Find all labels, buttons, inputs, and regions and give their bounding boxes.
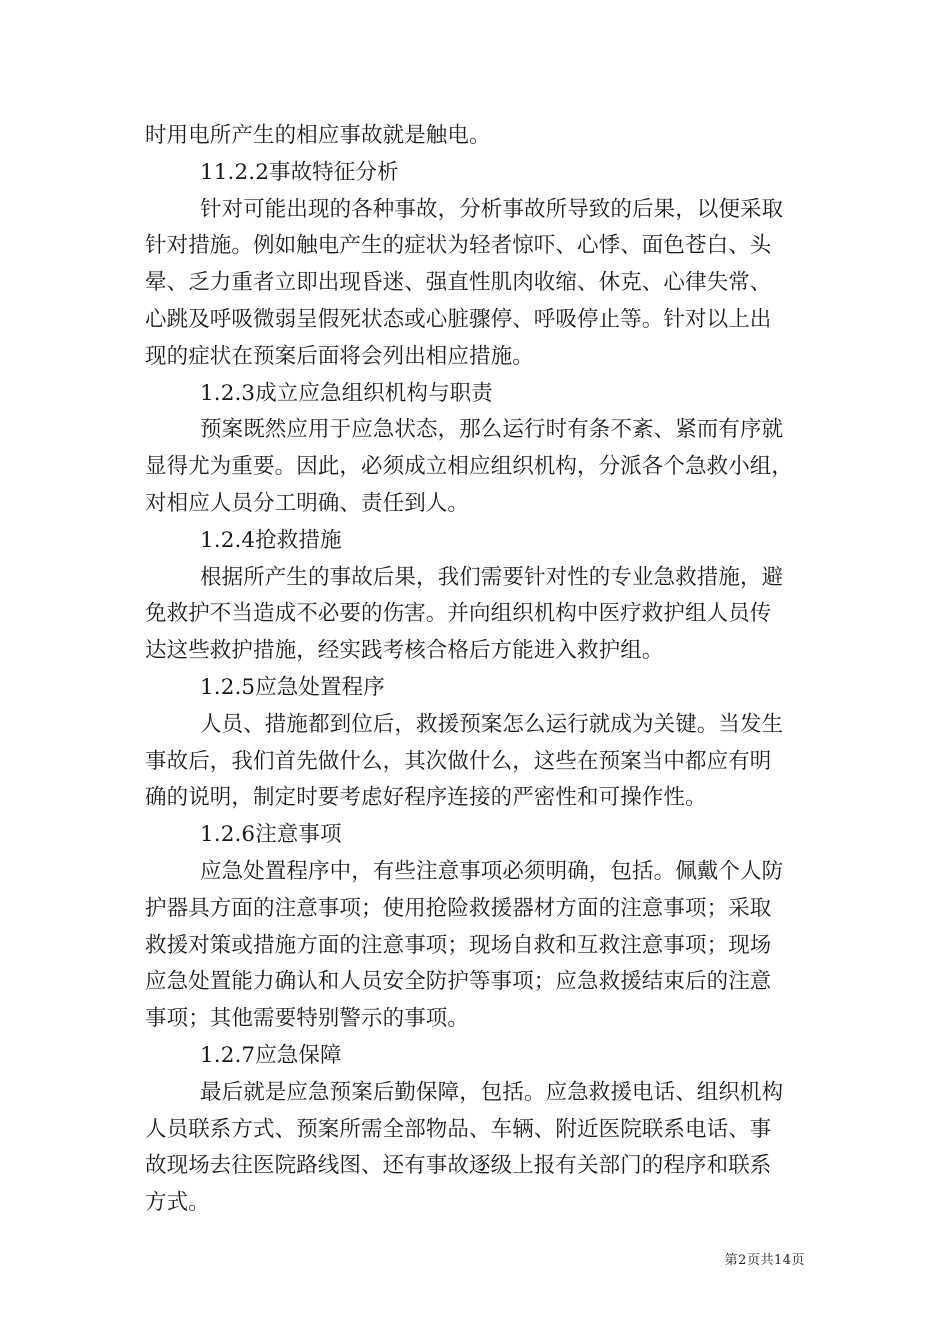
text-line: 护器具方面的注意事项；使用抢险救援器材方面的注意事项；采取 bbox=[145, 895, 772, 921]
page-footer: 第2页共14页 bbox=[724, 1253, 805, 1268]
text-line: 应急处置程序中，有些注意事项必须明确，包括。佩戴个人防 bbox=[200, 858, 784, 884]
section-heading: 1.2.4抢救措施 bbox=[200, 527, 342, 553]
text-line: 根据所产生的事故后果，我们需要针对性的专业急救措施，避 bbox=[200, 564, 784, 590]
section-heading: 1.2.6注意事项 bbox=[200, 822, 342, 848]
text-line: 心跳及呼吸微弱呈假死状态或心脏骤停、呼吸停止等。针对以上出 bbox=[145, 306, 772, 332]
text-line: 晕、乏力重者立即出现昏迷、强直性肌肉收缩、休克、心律失常、 bbox=[145, 270, 772, 296]
text-line: 人员、措施都到位后，救援预案怎么运行就成为关键。当发生 bbox=[200, 711, 784, 737]
section-heading: 1.2.3成立应急组织机构与职责 bbox=[200, 380, 493, 406]
paragraph bbox=[145, 1075, 811, 1222]
section-heading: 11.2.2事故特征分析 bbox=[200, 159, 399, 185]
section-heading: 1.2.7应急保障 bbox=[200, 1042, 342, 1068]
text-line: 故现场去往医院路线图、还有事故逐级上报有关部门的程序和联系 bbox=[145, 1153, 772, 1179]
text-line: 显得尤为重要。因此，必须成立相应组织机构，分派各个急救小组， bbox=[145, 454, 794, 480]
paragraph bbox=[145, 118, 811, 155]
text-line: 事故后，我们首先做什么，其次做什么，这些在预案当中都应有明 bbox=[145, 748, 772, 774]
paragraph bbox=[145, 560, 811, 670]
text-line: 时用电所产生的相应事故就是触电。 bbox=[145, 123, 491, 148]
text-line: 现的症状在预案后面将会列出相应措施。 bbox=[145, 343, 534, 369]
text-line: 确的说明，制定时要考虑好程序连接的严密性和可操作性。 bbox=[145, 785, 707, 811]
paragraph bbox=[145, 412, 811, 522]
text-line: 针对可能出现的各种事故，分析事故所导致的后果，以便采取 bbox=[200, 196, 784, 222]
section-heading: 1.2.5应急处置程序 bbox=[200, 674, 385, 700]
text-line: 救援对策或措施方面的注意事项；现场自救和互救注意事项；现场 bbox=[145, 932, 772, 958]
text-line: 最后就是应急预案后勤保障，包括。应急救援电话、组织机构 bbox=[200, 1079, 784, 1105]
document-body bbox=[145, 118, 811, 1222]
text-line: 免救护不当造成不必要的伤害。并向组织机构中医疗救护组人员传 bbox=[145, 601, 772, 627]
text-line: 达这些救护措施，经实践考核合格后方能进入救护组。 bbox=[145, 638, 664, 664]
text-line: 事项；其他需要特别警示的事项。 bbox=[145, 1006, 470, 1032]
text-line: 应急处置能力确认和人员安全防护等事项；应急救援结束后的注意 bbox=[145, 969, 772, 995]
paragraph bbox=[145, 192, 811, 376]
text-line: 预案既然应用于应急状态，那么运行时有条不紊、紧而有序就 bbox=[200, 417, 784, 443]
text-line: 针对措施。例如触电产生的症状为轻者惊吓、心悸、面色苍白、头 bbox=[145, 233, 772, 259]
text-line: 对相应人员分工明确、责任到人。 bbox=[145, 490, 470, 516]
text-line: 人员联系方式、预案所需全部物品、车辆、附近医院联系电话、事 bbox=[145, 1116, 772, 1142]
paragraph bbox=[145, 707, 811, 817]
text-line: 方式。 bbox=[145, 1190, 210, 1216]
paragraph bbox=[145, 854, 811, 1038]
